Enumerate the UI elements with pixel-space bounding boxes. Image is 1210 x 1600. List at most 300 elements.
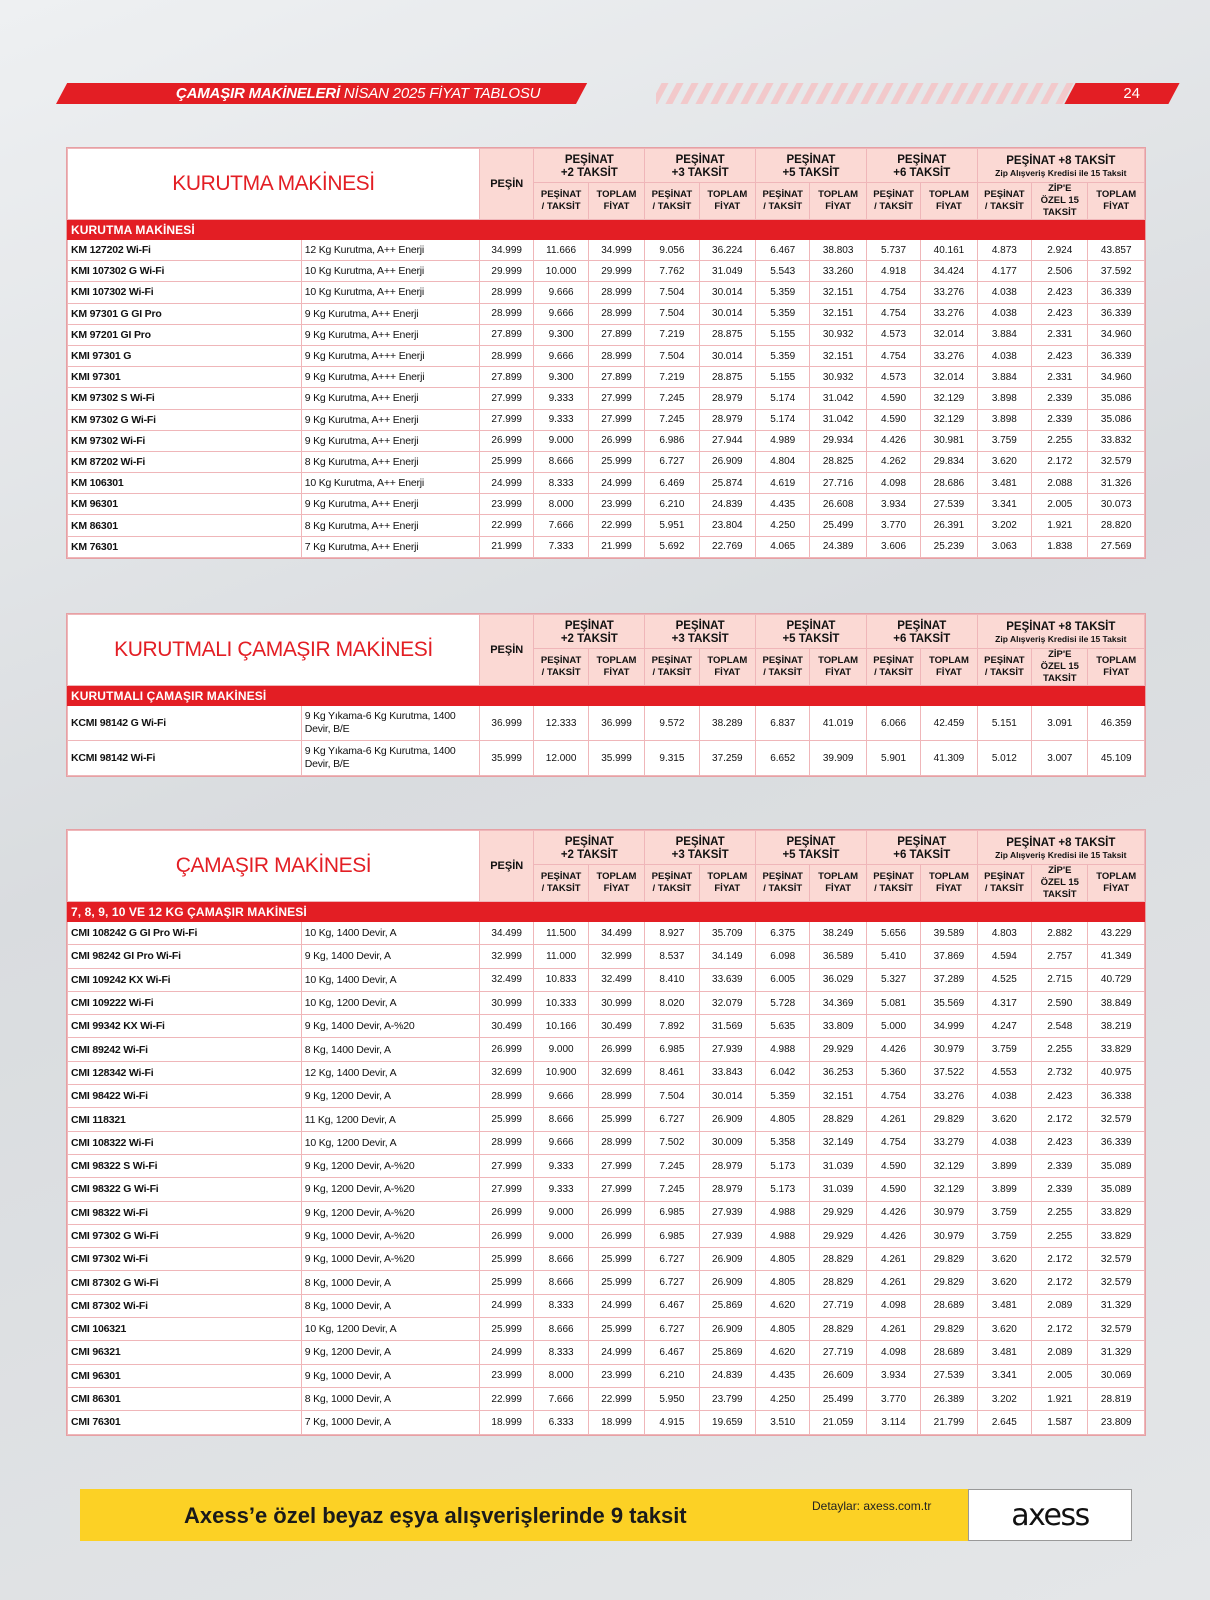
price-value: 28.979 xyxy=(699,388,755,409)
model-name: KM 87202 Wi-Fi xyxy=(68,451,302,472)
table-row xyxy=(68,345,1145,366)
price-value: 28.999 xyxy=(588,1085,644,1108)
price-value: 32.151 xyxy=(810,282,866,303)
price-value: 4.038 xyxy=(977,303,1031,324)
price-value: 28.829 xyxy=(810,1248,866,1271)
price-cash: 25.999 xyxy=(480,1271,534,1294)
price-value: 27.999 xyxy=(588,409,644,430)
price-value: 2.339 xyxy=(1032,1178,1088,1201)
price-value: 24.999 xyxy=(588,1341,644,1364)
col-label: PEŞİNAT / TAKSİT xyxy=(984,189,1025,212)
price-value: 3.759 xyxy=(977,1224,1031,1247)
price-value: 10.833 xyxy=(534,968,588,991)
model-spec: 9 Kg Kurutma, A++ Enerji xyxy=(301,409,479,430)
price-value: 4.754 xyxy=(866,303,920,324)
col-toplam-fiyat xyxy=(588,865,644,902)
price-value: 7.666 xyxy=(534,1387,588,1410)
price-value: 30.932 xyxy=(810,324,866,345)
model-name: KM 76301 xyxy=(68,536,302,557)
price-cash: 27.899 xyxy=(480,367,534,388)
price-value: 7.504 xyxy=(645,1085,699,1108)
model-name: KM 86301 xyxy=(68,515,302,536)
col-group-3-taksit xyxy=(645,615,756,649)
price-value: 2.331 xyxy=(1032,324,1088,345)
price-value: 7.245 xyxy=(645,409,699,430)
table-row xyxy=(68,430,1145,451)
section-title: KURUTMALI ÇAMAŞIR MAKİNESİ xyxy=(68,615,480,686)
model-name: KM 96301 xyxy=(68,494,302,515)
price-value: 6.727 xyxy=(645,1248,699,1271)
price-value: 6.985 xyxy=(645,1224,699,1247)
header-banner xyxy=(56,83,1174,104)
price-value: 4.038 xyxy=(977,1085,1031,1108)
price-value: 2.506 xyxy=(1032,261,1088,282)
price-value: 38.249 xyxy=(810,922,866,945)
price-value: 33.276 xyxy=(921,1085,977,1108)
zip-note: Zip Alışveriş Kredisi ile 15 Taksit xyxy=(995,168,1127,178)
price-value: 9.666 xyxy=(534,303,588,324)
price-value: 35.569 xyxy=(921,991,977,1014)
model-spec: 9 Kg, 1400 Devir, A xyxy=(301,945,479,968)
price-value: 5.174 xyxy=(756,388,810,409)
price-value: 10.333 xyxy=(534,991,588,1014)
price-value: 2.331 xyxy=(1032,367,1088,388)
model-spec: 9 Kg, 1200 Devir, A xyxy=(301,1085,479,1108)
col-group-2-taksit xyxy=(534,831,645,865)
col-toplam-fiyat xyxy=(921,865,977,902)
price-value: 30.069 xyxy=(1088,1364,1145,1387)
price-value: 29.829 xyxy=(921,1108,977,1131)
price-value: 23.999 xyxy=(588,494,644,515)
price-value: 9.333 xyxy=(534,1154,588,1177)
price-value: 24.839 xyxy=(699,494,755,515)
price-value: 23.809 xyxy=(1088,1411,1145,1434)
price-value: 3.620 xyxy=(977,1318,1031,1341)
col-pesinat-taksit xyxy=(645,865,699,902)
price-value: 31.049 xyxy=(699,261,755,282)
price-value: 3.770 xyxy=(866,1387,920,1410)
price-value: 9.333 xyxy=(534,1178,588,1201)
price-value: 8.333 xyxy=(534,473,588,494)
price-value: 30.932 xyxy=(810,367,866,388)
price-value: 6.098 xyxy=(756,945,810,968)
price-value: 28.686 xyxy=(921,473,977,494)
price-value: 2.339 xyxy=(1032,388,1088,409)
col-group-8-taksit xyxy=(977,149,1144,183)
price-value: 22.999 xyxy=(588,515,644,536)
price-value: 25.239 xyxy=(921,536,977,557)
model-name: KMI 107302 Wi-Fi xyxy=(68,282,302,303)
col-label: TOPLAM FİYAT xyxy=(707,655,748,678)
price-value: 35.086 xyxy=(1088,388,1145,409)
price-value: 27.939 xyxy=(699,1201,755,1224)
price-value: 9.666 xyxy=(534,345,588,366)
price-value: 28.875 xyxy=(699,367,755,388)
col-pesinat-taksit xyxy=(866,183,920,220)
price-value: 6.066 xyxy=(866,706,920,741)
model-name: KMI 97301 G xyxy=(68,345,302,366)
model-spec: 10 Kg, 1200 Devir, A xyxy=(301,991,479,1014)
price-value: 8.537 xyxy=(645,945,699,968)
price-value: 2.172 xyxy=(1032,1271,1088,1294)
price-value: 32.151 xyxy=(810,345,866,366)
price-value: 3.063 xyxy=(977,536,1031,557)
price-value: 8.927 xyxy=(645,922,699,945)
price-value: 41.309 xyxy=(921,741,977,776)
model-name: CMI 98322 S Wi-Fi xyxy=(68,1154,302,1177)
price-value: 4.317 xyxy=(977,991,1031,1014)
price-value: 36.339 xyxy=(1088,345,1145,366)
col-group-6-taksit xyxy=(866,149,977,183)
col-group-label: PEŞİNAT +5 TAKSİT xyxy=(782,835,840,861)
price-value: 9.666 xyxy=(534,1085,588,1108)
price-value: 39.589 xyxy=(921,922,977,945)
price-value: 34.960 xyxy=(1088,324,1145,345)
model-spec: 10 Kg Kurutma, A++ Enerji xyxy=(301,282,479,303)
price-value: 2.924 xyxy=(1032,240,1088,261)
price-value: 2.172 xyxy=(1032,1248,1088,1271)
price-value: 2.172 xyxy=(1032,1108,1088,1131)
price-value: 26.909 xyxy=(699,1248,755,1271)
table-row xyxy=(68,324,1145,345)
model-name: CMI 108322 Wi-Fi xyxy=(68,1131,302,1154)
col-label: PEŞİNAT / TAKSİT xyxy=(984,655,1025,678)
price-value: 28.875 xyxy=(699,324,755,345)
price-value: 33.279 xyxy=(921,1131,977,1154)
price-value: 26.391 xyxy=(921,515,977,536)
price-value: 2.423 xyxy=(1032,282,1088,303)
price-value: 31.042 xyxy=(810,388,866,409)
price-value: 24.389 xyxy=(810,536,866,557)
price-value: 32.129 xyxy=(921,388,977,409)
col-label: TOPLAM FİYAT xyxy=(596,871,637,894)
price-value: 2.715 xyxy=(1032,968,1088,991)
model-spec: 10 Kg, 1200 Devir, A xyxy=(301,1318,479,1341)
price-cash: 25.999 xyxy=(480,1108,534,1131)
price-value: 6.467 xyxy=(645,1341,699,1364)
model-spec: 8 Kg, 1000 Devir, A xyxy=(301,1271,479,1294)
price-value: 37.869 xyxy=(921,945,977,968)
col-pesinat-taksit xyxy=(534,865,588,902)
model-name: KCMI 98142 G Wi-Fi xyxy=(68,706,302,741)
price-value: 24.999 xyxy=(588,473,644,494)
price-value: 36.029 xyxy=(810,968,866,991)
col-label: PEŞİNAT / TAKSİT xyxy=(651,189,693,212)
price-value: 3.341 xyxy=(977,494,1031,515)
price-value: 7.666 xyxy=(534,515,588,536)
price-value: 5.173 xyxy=(756,1178,810,1201)
price-value: 3.759 xyxy=(977,1201,1031,1224)
model-spec: 9 Kg Kurutma, A+++ Enerji xyxy=(301,345,479,366)
price-cash: 26.999 xyxy=(480,430,534,451)
table-row xyxy=(68,1387,1145,1410)
price-value: 6.333 xyxy=(534,1411,588,1434)
price-value: 9.572 xyxy=(645,706,699,741)
price-cash: 34.499 xyxy=(480,922,534,945)
price-value: 34.960 xyxy=(1088,367,1145,388)
price-value: 26.999 xyxy=(588,430,644,451)
price-value: 3.934 xyxy=(866,1364,920,1387)
price-value: 3.091 xyxy=(1032,706,1088,741)
price-value: 3.481 xyxy=(977,1341,1031,1364)
price-value: 4.250 xyxy=(756,1387,810,1410)
model-spec: 9 Kg Kurutma, A++ Enerji xyxy=(301,303,479,324)
model-spec: 8 Kg, 1400 Devir, A xyxy=(301,1038,479,1061)
price-value: 36.338 xyxy=(1088,1085,1145,1108)
price-value: 30.979 xyxy=(921,1224,977,1247)
price-value: 4.873 xyxy=(977,240,1031,261)
col-zip-ozel xyxy=(1032,183,1088,220)
table-row xyxy=(68,515,1145,536)
price-value: 2.757 xyxy=(1032,945,1088,968)
price-value: 8.333 xyxy=(534,1341,588,1364)
model-name: CMI 128342 Wi-Fi xyxy=(68,1061,302,1084)
price-value: 21.799 xyxy=(921,1411,977,1434)
price-value: 4.590 xyxy=(866,409,920,430)
price-value: 6.469 xyxy=(645,473,699,494)
price-value: 5.951 xyxy=(645,515,699,536)
model-name: CMI 106321 xyxy=(68,1318,302,1341)
price-value: 5.901 xyxy=(866,741,920,776)
price-value: 4.988 xyxy=(756,1201,810,1224)
price-value: 5.173 xyxy=(756,1154,810,1177)
price-cash: 28.999 xyxy=(480,282,534,303)
price-cash: 34.999 xyxy=(480,240,534,261)
col-label: TOPLAM FİYAT xyxy=(1096,189,1137,212)
price-value: 33.260 xyxy=(810,261,866,282)
model-name: CMI 76301 xyxy=(68,1411,302,1434)
model-name: CMI 97302 Wi-Fi xyxy=(68,1248,302,1271)
col-pesinat-taksit xyxy=(866,865,920,902)
price-value: 31.039 xyxy=(810,1178,866,1201)
price-value: 2.005 xyxy=(1032,494,1088,515)
price-value: 29.829 xyxy=(921,1248,977,1271)
col-label: TOPLAM FİYAT xyxy=(928,189,969,212)
price-value: 4.988 xyxy=(756,1224,810,1247)
col-toplam-fiyat xyxy=(810,649,866,686)
price-value: 4.426 xyxy=(866,430,920,451)
model-name: KM 97302 G Wi-Fi xyxy=(68,409,302,430)
price-value: 4.619 xyxy=(756,473,810,494)
col-group-label: PEŞİNAT +6 TAKSİT xyxy=(893,835,951,861)
price-value: 7.245 xyxy=(645,388,699,409)
price-value: 35.089 xyxy=(1088,1178,1145,1201)
price-value: 26.909 xyxy=(699,1108,755,1131)
page-title-bold: ÇAMAŞIR MAKİNELERİ xyxy=(176,85,340,102)
model-name: CMI 98322 Wi-Fi xyxy=(68,1201,302,1224)
model-name: CMI 109242 KX Wi-Fi xyxy=(68,968,302,991)
price-value: 5.737 xyxy=(866,240,920,261)
price-value: 32.151 xyxy=(810,1085,866,1108)
price-value: 35.086 xyxy=(1088,409,1145,430)
price-value: 2.423 xyxy=(1032,303,1088,324)
model-spec: 9 Kg Kurutma, A++ Enerji xyxy=(301,388,479,409)
price-value: 25.869 xyxy=(699,1294,755,1317)
price-value: 35.089 xyxy=(1088,1154,1145,1177)
price-value: 24.999 xyxy=(588,1294,644,1317)
price-value: 26.909 xyxy=(699,451,755,472)
price-value: 29.929 xyxy=(810,1038,866,1061)
price-value: 30.999 xyxy=(588,991,644,1014)
price-value: 9.333 xyxy=(534,388,588,409)
table-row xyxy=(68,409,1145,430)
price-value: 40.729 xyxy=(1088,968,1145,991)
model-name: KCMI 98142 Wi-Fi xyxy=(68,741,302,776)
price-value: 33.829 xyxy=(1088,1201,1145,1224)
model-spec: 9 Kg Kurutma, A++ Enerji xyxy=(301,494,479,515)
price-value: 5.950 xyxy=(645,1387,699,1410)
price-cash: 22.999 xyxy=(480,515,534,536)
col-label: TOPLAM FİYAT xyxy=(707,189,748,212)
price-value: 7.504 xyxy=(645,345,699,366)
price-value: 32.149 xyxy=(810,1131,866,1154)
col-group-label: PEŞİNAT +8 TAKSİT xyxy=(1006,621,1116,633)
price-value: 28.999 xyxy=(588,345,644,366)
price-value: 7.504 xyxy=(645,303,699,324)
price-table xyxy=(67,148,1145,558)
price-value: 4.989 xyxy=(756,430,810,451)
section-kurutmali xyxy=(66,613,1146,777)
price-value: 4.038 xyxy=(977,1131,1031,1154)
price-cash: 25.999 xyxy=(480,1248,534,1271)
price-value: 27.939 xyxy=(699,1038,755,1061)
price-value: 8.000 xyxy=(534,494,588,515)
price-value: 25.999 xyxy=(588,1248,644,1271)
price-value: 3.884 xyxy=(977,324,1031,345)
table-row xyxy=(68,261,1145,282)
col-pesinat-taksit xyxy=(645,649,699,686)
price-value: 7.219 xyxy=(645,367,699,388)
price-value: 29.929 xyxy=(810,1224,866,1247)
price-value: 4.261 xyxy=(866,1248,920,1271)
price-value: 32.579 xyxy=(1088,1271,1145,1294)
model-spec: 9 Kg Kurutma, A++ Enerji xyxy=(301,430,479,451)
table-row xyxy=(68,1271,1145,1294)
price-cash: 26.999 xyxy=(480,1224,534,1247)
model-name: KM 127202 Wi-Fi xyxy=(68,240,302,261)
price-value: 27.899 xyxy=(588,324,644,345)
price-value: 3.481 xyxy=(977,473,1031,494)
price-value: 5.174 xyxy=(756,409,810,430)
col-label: PEŞİNAT / TAKSİT xyxy=(762,189,803,212)
price-value: 38.219 xyxy=(1088,1015,1145,1038)
price-value: 5.151 xyxy=(977,706,1031,741)
price-value: 8.666 xyxy=(534,1108,588,1131)
price-value: 3.341 xyxy=(977,1364,1031,1387)
page-title-rest: NİSAN 2025 FİYAT TABLOSU xyxy=(339,85,541,102)
price-value: 33.829 xyxy=(1088,1224,1145,1247)
price-value: 4.620 xyxy=(756,1341,810,1364)
price-cash: 18.999 xyxy=(480,1411,534,1434)
model-name: CMI 99342 KX Wi-Fi xyxy=(68,1015,302,1038)
price-value: 27.999 xyxy=(588,1178,644,1201)
zip-note: Zip Alışveriş Kredisi ile 15 Taksit xyxy=(995,850,1127,860)
price-value: 28.979 xyxy=(699,1178,755,1201)
price-value: 9.300 xyxy=(534,324,588,345)
col-pesinat-taksit xyxy=(756,865,810,902)
col-label: PEŞİNAT / TAKSİT xyxy=(873,871,914,894)
price-value: 32.014 xyxy=(921,367,977,388)
price-value: 7.219 xyxy=(645,324,699,345)
price-value: 4.805 xyxy=(756,1271,810,1294)
model-name: CMI 118321 xyxy=(68,1108,302,1131)
col-label: PEŞİNAT / TAKSİT xyxy=(540,655,582,678)
price-value: 2.339 xyxy=(1032,1154,1088,1177)
price-value: 4.573 xyxy=(866,324,920,345)
price-value: 4.435 xyxy=(756,1364,810,1387)
price-value: 25.999 xyxy=(588,451,644,472)
price-value: 34.369 xyxy=(810,991,866,1014)
price-value: 29.829 xyxy=(921,1318,977,1341)
col-group-5-taksit xyxy=(756,149,867,183)
price-cash: 27.999 xyxy=(480,1178,534,1201)
price-value: 6.467 xyxy=(756,240,810,261)
price-value: 4.038 xyxy=(977,282,1031,303)
price-value: 31.042 xyxy=(810,409,866,430)
col-label: PEŞİNAT / TAKSİT xyxy=(762,871,803,894)
price-value: 27.719 xyxy=(810,1294,866,1317)
price-value: 32.579 xyxy=(1088,1248,1145,1271)
table-row xyxy=(68,388,1145,409)
table-row xyxy=(68,1341,1145,1364)
model-name: KM 106301 xyxy=(68,473,302,494)
model-spec: 10 Kg, 1200 Devir, A xyxy=(301,1131,479,1154)
model-spec: 9 Kg, 1400 Devir, A-%20 xyxy=(301,1015,479,1038)
col-pesinat-taksit xyxy=(866,649,920,686)
price-value: 5.635 xyxy=(756,1015,810,1038)
price-value: 6.985 xyxy=(645,1038,699,1061)
promo-details-link[interactable]: Detaylar: axess.com.tr xyxy=(812,1499,932,1513)
model-spec: 9 Kg Yıkama-6 Kg Kurutma, 1400 Devir, B/E xyxy=(301,706,479,741)
col-toplam-fiyat xyxy=(921,183,977,220)
price-value: 30.499 xyxy=(588,1015,644,1038)
price-value: 8.000 xyxy=(534,1364,588,1387)
col-group-6-taksit xyxy=(866,615,977,649)
price-value: 31.329 xyxy=(1088,1341,1145,1364)
price-value: 36.589 xyxy=(810,945,866,968)
price-value: 6.210 xyxy=(645,1364,699,1387)
price-value: 21.059 xyxy=(810,1411,866,1434)
table-row xyxy=(68,240,1145,261)
table-row xyxy=(68,494,1145,515)
price-value: 6.467 xyxy=(645,1294,699,1317)
price-value: 4.261 xyxy=(866,1108,920,1131)
price-value: 32.129 xyxy=(921,1154,977,1177)
price-value: 6.727 xyxy=(645,1108,699,1131)
price-value: 2.255 xyxy=(1032,430,1088,451)
model-spec: 8 Kg, 1000 Devir, A xyxy=(301,1387,479,1410)
price-value: 4.590 xyxy=(866,1178,920,1201)
price-value: 7.892 xyxy=(645,1015,699,1038)
col-toplam-fiyat xyxy=(921,649,977,686)
price-value: 6.375 xyxy=(756,922,810,945)
price-value: 4.573 xyxy=(866,367,920,388)
price-value: 28.829 xyxy=(810,1318,866,1341)
col-pesinat-taksit xyxy=(534,183,588,220)
price-value: 36.999 xyxy=(588,706,644,741)
table-row xyxy=(68,1154,1145,1177)
price-value: 30.979 xyxy=(921,1038,977,1061)
price-value: 25.999 xyxy=(588,1318,644,1341)
price-value: 39.909 xyxy=(810,741,866,776)
price-value: 4.098 xyxy=(866,1294,920,1317)
model-spec: 10 Kg Kurutma, A++ Enerji xyxy=(301,473,479,494)
price-value: 8.666 xyxy=(534,1318,588,1341)
price-value: 4.426 xyxy=(866,1201,920,1224)
model-spec: 8 Kg, 1000 Devir, A xyxy=(301,1294,479,1317)
price-value: 4.177 xyxy=(977,261,1031,282)
price-value: 32.151 xyxy=(810,303,866,324)
